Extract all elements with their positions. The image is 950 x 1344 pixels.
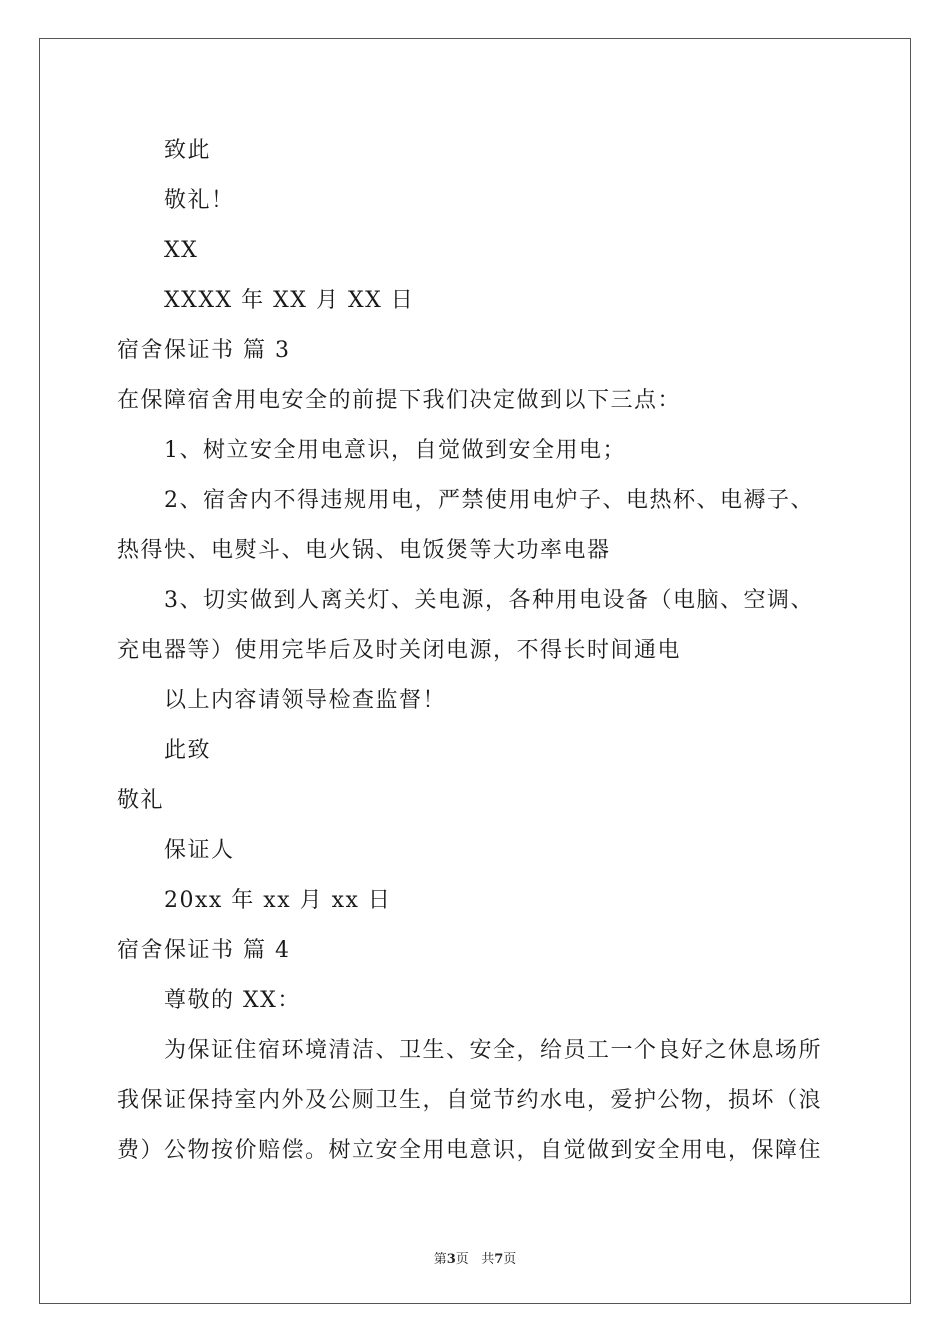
footer-page-prefix: 第 [433, 1252, 447, 1267]
paragraph-line: 在保障宿舍用电安全的前提下我们决定做到以下三点： [117, 388, 682, 413]
footer-page-number: 3 [446, 1252, 456, 1267]
paragraph-line: 热得快、电熨斗、电火锅、电饭煲等大功率电器 [117, 538, 611, 563]
paragraph-line: 1、树立安全用电意识，自觉做到安全用电； [164, 438, 626, 463]
paragraph-line: 费）公物按价赔偿。树立安全用电意识，自觉做到安全用电，保障住 [117, 1138, 823, 1163]
paragraph-line: 以上内容请领导检查监督！ [164, 688, 447, 713]
signature-line: XX [164, 238, 199, 263]
paragraph-line: 我保证保持室内外及公厕卫生，自觉节约水电，爱护公物，损坏（浪 [117, 1088, 823, 1113]
signature-line: 保证人 [164, 838, 235, 863]
closing-line: 致此 [164, 138, 212, 163]
paragraph-line: 3、切实做到人离关灯、关电源，各种用电设备（电脑、空调、 [164, 588, 814, 613]
section-heading-3: 宿舍保证书 篇 3 [117, 338, 291, 363]
footer-total-pages: 7 [494, 1252, 504, 1267]
paragraph-line: 充电器等）使用完毕后及时关闭电源，不得长时间通电 [117, 638, 682, 663]
salutation-line: 敬礼 [117, 788, 165, 813]
footer-page-suffix: 页 [455, 1252, 469, 1267]
document-body [117, 126, 837, 1176]
date-line: 20xx 年 xx 月 xx 日 [164, 888, 392, 913]
footer-total-prefix: 共 [481, 1252, 495, 1267]
greeting-line: 尊敬的 XX： [164, 988, 301, 1013]
section-heading-4: 宿舍保证书 篇 4 [117, 938, 291, 963]
footer-total-suffix: 页 [503, 1252, 517, 1267]
paragraph-line: 2、宿舍内不得违规用电，严禁使用电炉子、电热杯、电褥子、 [164, 488, 814, 513]
date-line: XXXX 年 XX 月 XX 日 [164, 288, 415, 313]
salutation-line: 敬礼！ [164, 188, 235, 213]
page-footer [0, 1248, 950, 1267]
closing-line: 此致 [164, 738, 212, 763]
paragraph-line: 为保证住宿环境清洁、卫生、安全，给员工一个良好之休息场所 [164, 1038, 823, 1063]
